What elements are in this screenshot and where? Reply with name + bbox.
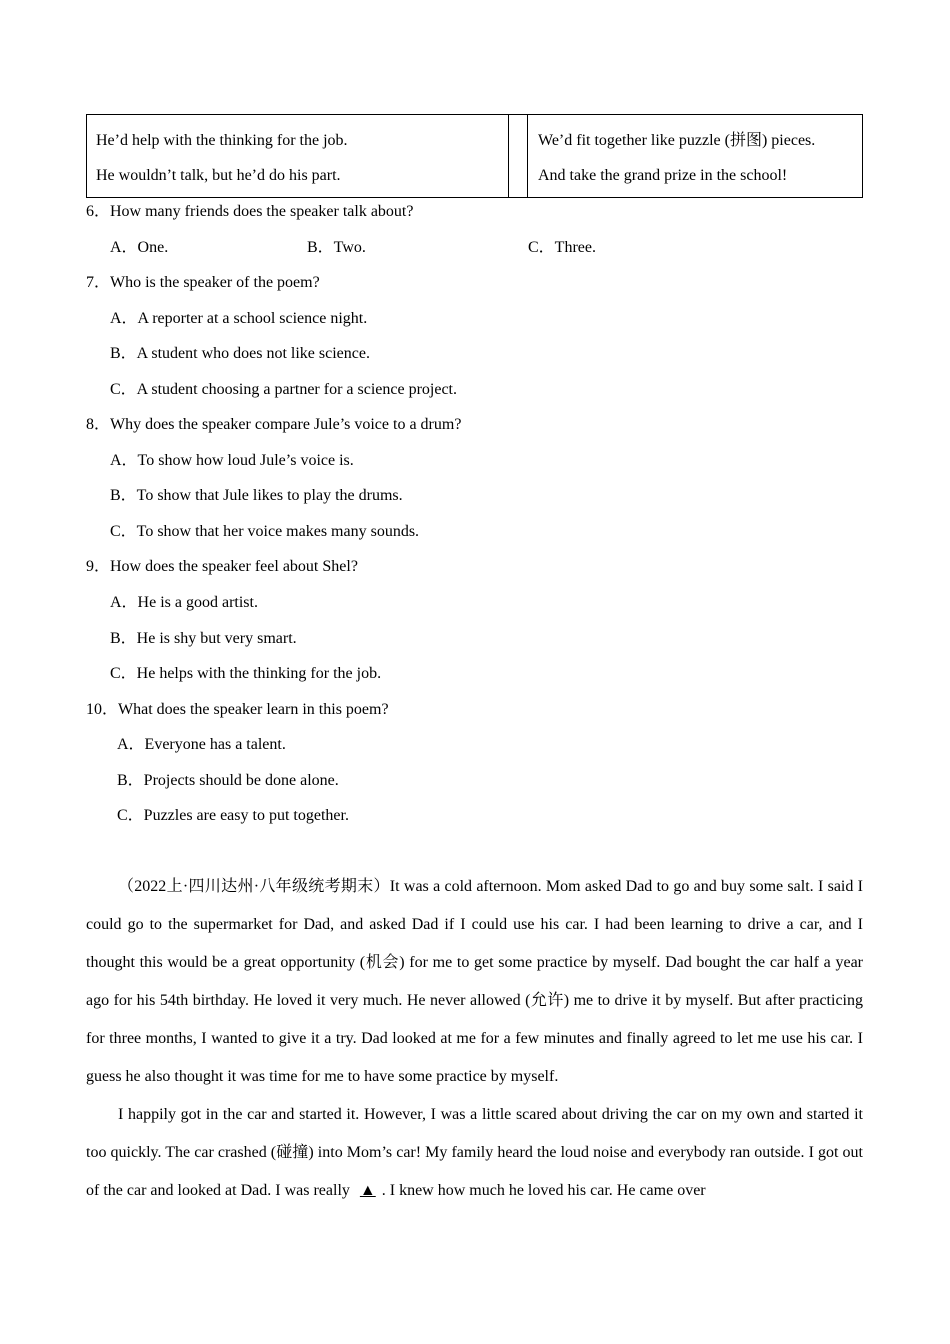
question-10-option-b[interactable]: B．Projects should be done alone.	[117, 772, 339, 789]
poem-divider-column	[509, 115, 528, 197]
question-10-option-c[interactable]: C．Puzzles are easy to put together.	[117, 807, 349, 824]
question-9-option-a[interactable]: A．He is a good artist.	[110, 594, 258, 611]
question-8-stem: 8．Why does the speaker compare Jule’s voice to a drum?	[86, 416, 462, 433]
question-10-option-a[interactable]: A．Everyone has a talent.	[117, 736, 286, 753]
poem-right-column	[528, 115, 862, 197]
question-6-option-b[interactable]: B．Two.	[307, 239, 366, 256]
question-7-option-c[interactable]: C．A student choosing a partner for a science project.	[110, 381, 458, 398]
poem-line: We’d fit together like puzzle (拼图) pieces.	[538, 132, 816, 149]
question-8-option-b[interactable]: B．To show that Jule likes to play the drums.	[110, 487, 403, 504]
passage-paragraph-2	[86, 1096, 863, 1210]
passage-paragraph-2-text: I happily got in the car and started it. However, I was a little scared about driving the car on my own and started it too quickly. The car crashed (碰撞) into Mom’s car! My family heard the loud noise and everybody ran outside. I got out of the car and looked at Dad. I was really	[86, 1106, 863, 1199]
question-7-stem: 7．Who is the speaker of the poem?	[86, 274, 320, 291]
question-10-stem: 10．What does the speaker learn in this poem?	[86, 701, 389, 718]
question-6-option-c[interactable]: C．Three.	[528, 239, 596, 256]
poem-line: He’d help with the thinking for the job.	[96, 132, 348, 149]
poem-line: He wouldn’t talk, but he’d do his part.	[96, 167, 341, 184]
answer-blank[interactable]: ▲	[359, 1182, 376, 1199]
reading-passage	[86, 868, 863, 1210]
question-8-option-a[interactable]: A．To show how loud Jule’s voice is.	[110, 452, 354, 469]
passage-paragraph-2-tail: . I knew how much he loved his car. He came over	[381, 1182, 706, 1199]
question-6-stem: 6．How many friends does the speaker talk about?	[86, 203, 414, 220]
poem-line: And take the grand prize in the school!	[538, 167, 788, 184]
poem-table	[86, 114, 863, 198]
question-7-option-b[interactable]: B．A student who does not like science.	[110, 345, 370, 362]
passage-paragraph-1: （2022上·四川达州·八年级统考期末）It was a cold afternoon. Mom asked Dad to go and buy some salt. I said I could go to the supermarket for Dad, and asked Dad if I could use his car. I had been learning to drive a car, and I thought this would be a great opportunity (机会) for me to get some practice by myself. Dad bought the car half a year ago for his 54th birthday. He loved it very much. He never allowed (允许) me to drive it by myself. But after practicing for three months, I wanted to give it a try. Dad looked at me for a few minutes and finally agreed to let me use his car. I guess he also thought it was time for me to have some practice by myself.	[86, 878, 863, 1085]
question-9-stem: 9．How does the speaker feel about Shel?	[86, 558, 358, 575]
question-9-option-b[interactable]: B．He is shy but very smart.	[110, 630, 297, 647]
question-8-option-c[interactable]: C．To show that her voice makes many sounds.	[110, 523, 420, 540]
question-7-option-a[interactable]: A．A reporter at a school science night.	[110, 310, 368, 327]
poem-left-column	[87, 115, 509, 197]
question-6-option-a[interactable]: A．One.	[110, 239, 169, 256]
question-9-option-c[interactable]: C．He helps with the thinking for the job.	[110, 665, 382, 682]
